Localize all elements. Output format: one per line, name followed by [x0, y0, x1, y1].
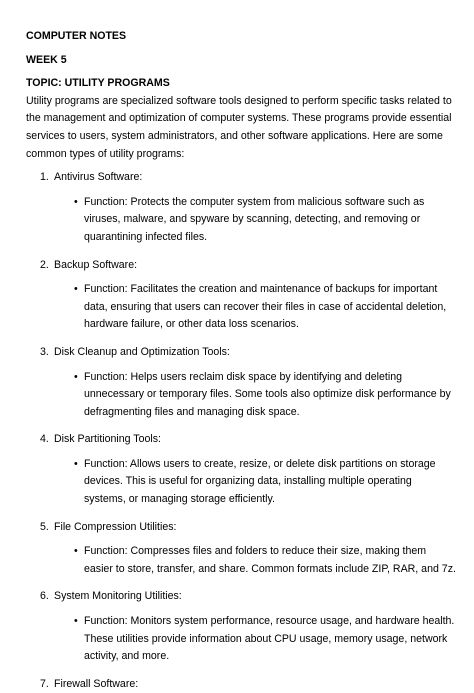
bullet-list [26, 543, 456, 578]
bullet-item [74, 194, 456, 247]
function-text: Function: Helps users reclaim disk space by identifying and deleting unnecessary or temporary files. Some tools also optimize disk performance by defragmenting files and managing disk space. [84, 370, 451, 418]
week-label: WEEK 5 [26, 53, 67, 66]
list-item [26, 519, 456, 579]
bullet-list [26, 194, 456, 247]
list-item [26, 431, 456, 508]
item-heading [40, 344, 456, 362]
item-number: 7. [40, 677, 49, 690]
item-heading [40, 676, 456, 693]
bullet-list [26, 613, 456, 666]
function-text: Function: Facilitates the creation and maintenance of backups for important data, ensuring that users can recover their files in case of accidental deletion, hardware failure, or other data loss scenarios. [84, 283, 447, 331]
function-text: Function: Protects the computer system from malicious software such as viruses, malware, and spyware by scanning, detecting, and removing or quarantining infected files. [84, 195, 425, 243]
item-heading [40, 431, 456, 449]
bullet-icon: • [74, 615, 78, 628]
item-title: File Compression Utilities: [54, 520, 177, 533]
bullet-item [74, 456, 456, 509]
item-number: 3. [40, 345, 49, 358]
item-number: 5. [40, 520, 49, 533]
item-title: Disk Cleanup and Optimization Tools: [54, 345, 230, 358]
bullet-item [74, 543, 456, 578]
list-item [26, 257, 456, 334]
bullet-item [74, 613, 456, 666]
bullet-list [26, 369, 456, 422]
item-heading [40, 519, 456, 537]
bullet-icon: • [74, 457, 78, 470]
bullet-icon: • [74, 545, 78, 558]
item-number: 6. [40, 590, 49, 603]
utility-list [26, 169, 456, 693]
item-title: Antivirus Software: [54, 171, 143, 184]
intro-paragraph: Utility programs are specialized software tools designed to perform specific tasks related to the management and optimization of computer systems. These programs provide essential services to users, system administrators, and other software applications. Here are some common types of utility programs: [26, 94, 452, 160]
bullet-icon: • [74, 283, 78, 296]
bullet-item [74, 281, 456, 334]
bullet-icon: • [74, 370, 78, 383]
item-number: 4. [40, 433, 49, 446]
doc-title: COMPUTER NOTES [26, 30, 127, 42]
item-heading [40, 588, 456, 606]
list-item [26, 169, 456, 246]
item-heading [40, 169, 456, 187]
item-title: Disk Partitioning Tools: [54, 433, 161, 446]
bullet-item [74, 369, 456, 422]
item-number: 1. [40, 171, 49, 184]
function-text: Function: Monitors system performance, resource usage, and hardware health. These utilities provide information about CPU usage, memory usage, network activity, and more. [84, 615, 455, 663]
bullet-list [26, 456, 456, 509]
item-title: Backup Software: [54, 258, 138, 271]
item-number: 2. [40, 258, 49, 271]
item-title: Firewall Software: [54, 677, 139, 690]
bullet-icon: • [74, 195, 78, 208]
item-title: System Monitoring Utilities: [54, 590, 182, 603]
list-item [26, 344, 456, 421]
topic-heading: TOPIC: UTILITY PROGRAMS [26, 77, 170, 90]
function-text: Function: Allows users to create, resize, or delete disk partitions on storage devices. This is useful for organizing data, installing multiple operating systems, or managing storage efficiently. [84, 457, 436, 506]
list-item [26, 588, 456, 665]
function-text: Function: Compresses files and folders to reduce their size, making them easier to store, transfer, and share. Common formats include ZIP, RAR, and 7z. [84, 545, 456, 575]
bullet-list [26, 281, 456, 334]
list-item [26, 676, 456, 693]
item-heading [40, 257, 456, 275]
